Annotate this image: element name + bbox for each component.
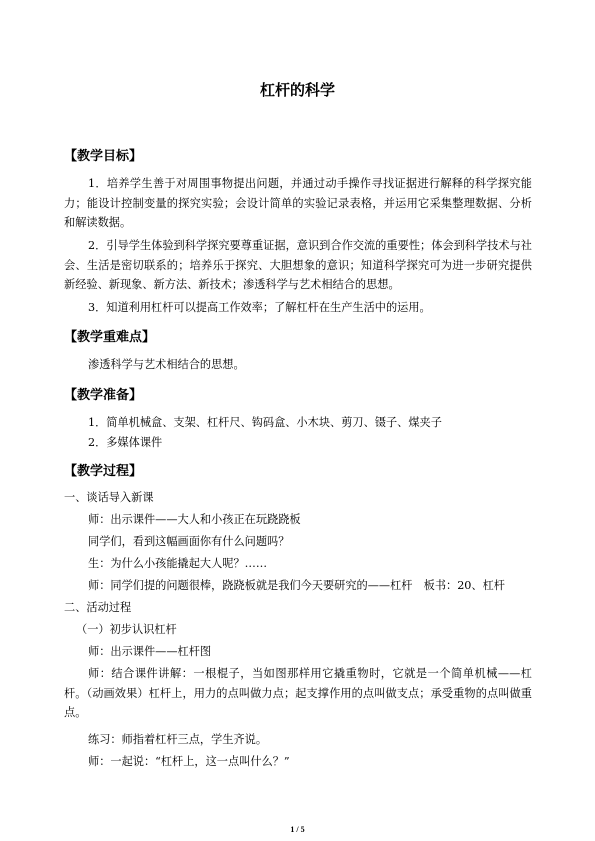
process-sub1-practice: 练习：师指着杠杆三点，学生齐说。 xyxy=(88,733,268,746)
document-title: 杠杆的科学 xyxy=(259,81,335,99)
key-points-text: 渗透科学与艺术相结合的思想。 xyxy=(88,358,245,371)
preparation-item-1: 1．简单机械盒、支架、杠杆尺、钩码盒、小木块、剪刀、镊子、煤夹子 xyxy=(88,416,442,429)
process-sub1-title: （一）初步认识杠杆 xyxy=(76,623,177,636)
process-heading: 【教学过程】 xyxy=(64,464,143,479)
process-part1-line-4: 师：同学们提的问题很棒，跷跷板就是我们今天要研究的——杠杆 板书：20、杠杆 xyxy=(88,579,505,592)
objectives-heading: 【教学目标】 xyxy=(64,149,143,164)
preparation-item-2: 2．多媒体课件 xyxy=(88,436,163,449)
process-sub1-paragraph: 师：结合课件讲解：一根棍子，当如图那样用它撬重物时，它就是一个简单机械——杠杆。（动画效果）杠杆上，用力的点叫做力点；起支撑作用的点叫做支点；承受重物的点叫做重点。 xyxy=(64,667,532,719)
page-number: 1 / 5 xyxy=(290,825,305,834)
process-part1-line-3: 生：为什么小孩能撬起大人呢？…… xyxy=(88,557,268,570)
objective-item-2: 2．引导学生体验到科学探究要尊重证据，意识到合作交流的重要性；体会到科学技术与社会、生活是密切联系的；培养乐于探究、大胆想象的意识；知道科学探究可为进一步研究提供新经验、新现象、新方法、新技术；渗透科学与艺术相结合的思想。 xyxy=(64,239,532,291)
objective-item-3: 3．知道利用杠杆可以提高工作效率；了解杠杆在生产生活中的运用。 xyxy=(88,301,431,314)
process-part2-title: 二、活动过程 xyxy=(64,601,132,614)
process-part1-line-2: 同学们，看到这幅画面你有什么问题吗？ xyxy=(88,535,290,548)
process-part1-title: 一、谈话导入新课 xyxy=(64,491,154,504)
process-part1-line-1: 师：出示课件——大人和小孩正在玩跷跷板 xyxy=(88,513,301,526)
process-sub1-line: 师：出示课件——杠杆图 xyxy=(88,645,212,658)
key-points-heading: 【教学重难点】 xyxy=(64,330,156,345)
process-sub1-last: 师：一起说：“杠杆上，这一点叫什么？” xyxy=(88,755,290,768)
preparation-heading: 【教学准备】 xyxy=(64,388,143,403)
objective-item-1: 1．培养学生善于对周围事物提出问题，并通过动手操作寻找证据进行解释的科学探究能力；能设计控制变量的探究实验；会设计简单的实验记录表格，并运用它采集整理数据、分析和解读数据。 xyxy=(64,177,532,229)
